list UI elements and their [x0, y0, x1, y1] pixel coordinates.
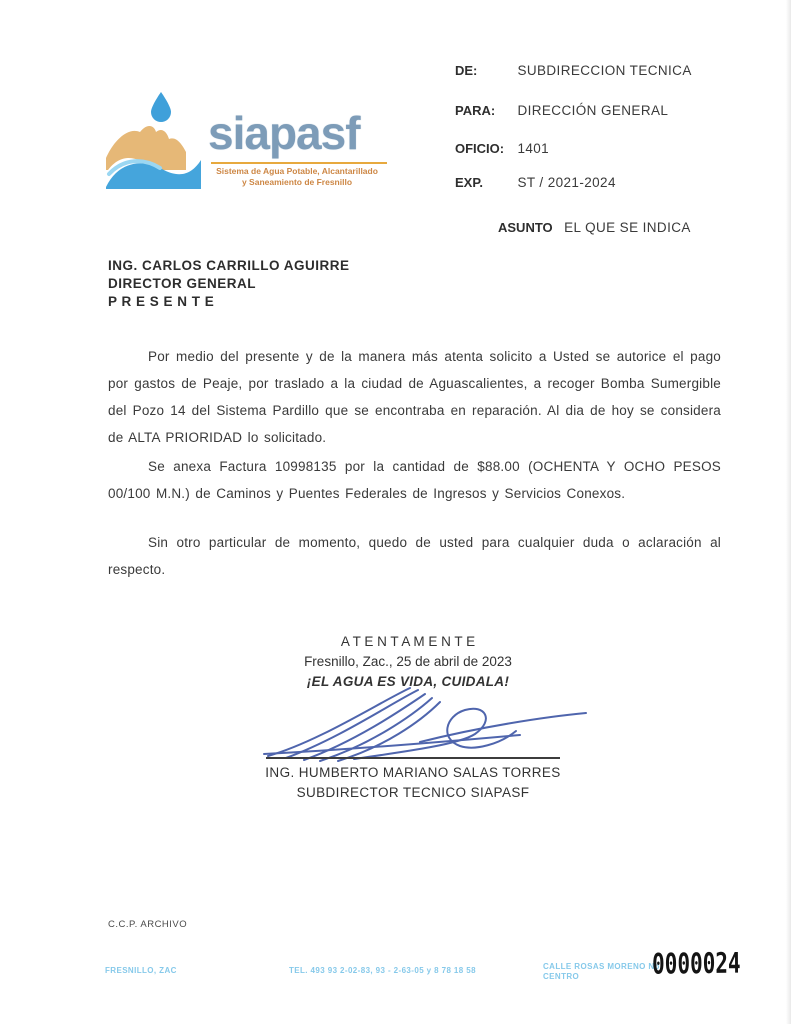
field-para [455, 102, 668, 120]
brand-underline [211, 162, 387, 164]
field-de [455, 62, 692, 80]
brand-wordmark: siapasf [208, 107, 360, 159]
memo-header [455, 62, 755, 202]
signer-name: ING. HUMBERTO MARIANO SALAS TORRES [265, 765, 561, 780]
field-exp-label: EXP. [455, 175, 483, 190]
footer-address-line1: CALLE ROSAS MORENO No [543, 962, 660, 971]
field-oficio-label: OFICIO: [455, 141, 505, 156]
field-para-label: PARA: [455, 103, 496, 118]
footer-city: FRESNILLO, ZAC [105, 966, 177, 975]
field-de-label: DE: [455, 63, 478, 78]
body-paragraph-3: Sin otro particular de momento, quedo de usted para cualquier duda o aclaración al respecto. [108, 535, 721, 577]
body-paragraph-2: Se anexa Factura 10998135 por la cantidad de $88.00 (OCHENTA Y OCHO PESOS 00/100 M.N.) de Caminos y Puentes Federales de Ingresos y Servicios Conexos. [108, 459, 721, 501]
recipient-present: P R E S E N T E [108, 294, 215, 309]
footer-address-line2: CENTRO [543, 972, 580, 981]
water-drop-icon [151, 92, 171, 122]
recipient-title: DIRECTOR GENERAL [108, 276, 257, 291]
closing-slogan: ¡EL AGUA ES VIDA, CUIDALA! [306, 674, 510, 689]
closing-salutation: A T E N T A M E N T E [340, 634, 476, 649]
closing-place-date: Fresnillo, Zac., 25 de abril de 2023 [304, 654, 512, 669]
field-oficio [455, 140, 549, 158]
footer-address [543, 962, 660, 982]
footer-phone: TEL. 493 93 2-02-83, 93 - 2-63-05 y 8 78 18 58 [289, 966, 476, 975]
closing-block [230, 632, 586, 692]
signature-line [266, 757, 560, 759]
field-para-value: DIRECCIÓN GENERAL [517, 103, 669, 118]
field-exp [455, 174, 616, 192]
field-oficio-value: 1401 [517, 141, 550, 156]
brand-tagline [204, 166, 390, 188]
signer-block [233, 763, 593, 803]
body-paragraph-1: Por medio del presente y de la manera más atenta solicito a Usted se autorice el pago por gastos de Peaje, por traslado a la ciudad de Aguascalientes, a recoger Bomba Sumergible del Pozo 14 del Sistema Pardillo que se encontraba en reparación. Al dia de hoy se considera de ALTA PRIORIDAD lo solicitado. [108, 349, 721, 445]
field-exp-value: ST / 2021-2024 [517, 175, 616, 190]
field-asunto-value: EL QUE SE INDICA [564, 220, 691, 235]
field-de-value: SUBDIRECCION TECNICA [517, 63, 692, 78]
ccp-note: C.C.P. ARCHIVO [108, 919, 188, 930]
folio-number-stamp: 0000024 [652, 946, 741, 981]
field-asunto-label: ASUNTO [498, 220, 553, 235]
tagline-line1: Sistema de Agua Potable, Alcantarillado [216, 166, 378, 176]
scan-edge-artifact [786, 0, 791, 1024]
recipient-name: ING. CARLOS CARRILLO AGUIRRE [108, 258, 350, 273]
signer-title: SUBDIRECTOR TECNICO SIAPASF [296, 785, 530, 800]
signature-scribble [258, 684, 593, 762]
recipient-block [108, 257, 350, 311]
tagline-line2: y Saneamiento de Fresnillo [241, 177, 353, 188]
field-asunto [498, 219, 691, 237]
siapasf-logo-icon [104, 90, 204, 190]
